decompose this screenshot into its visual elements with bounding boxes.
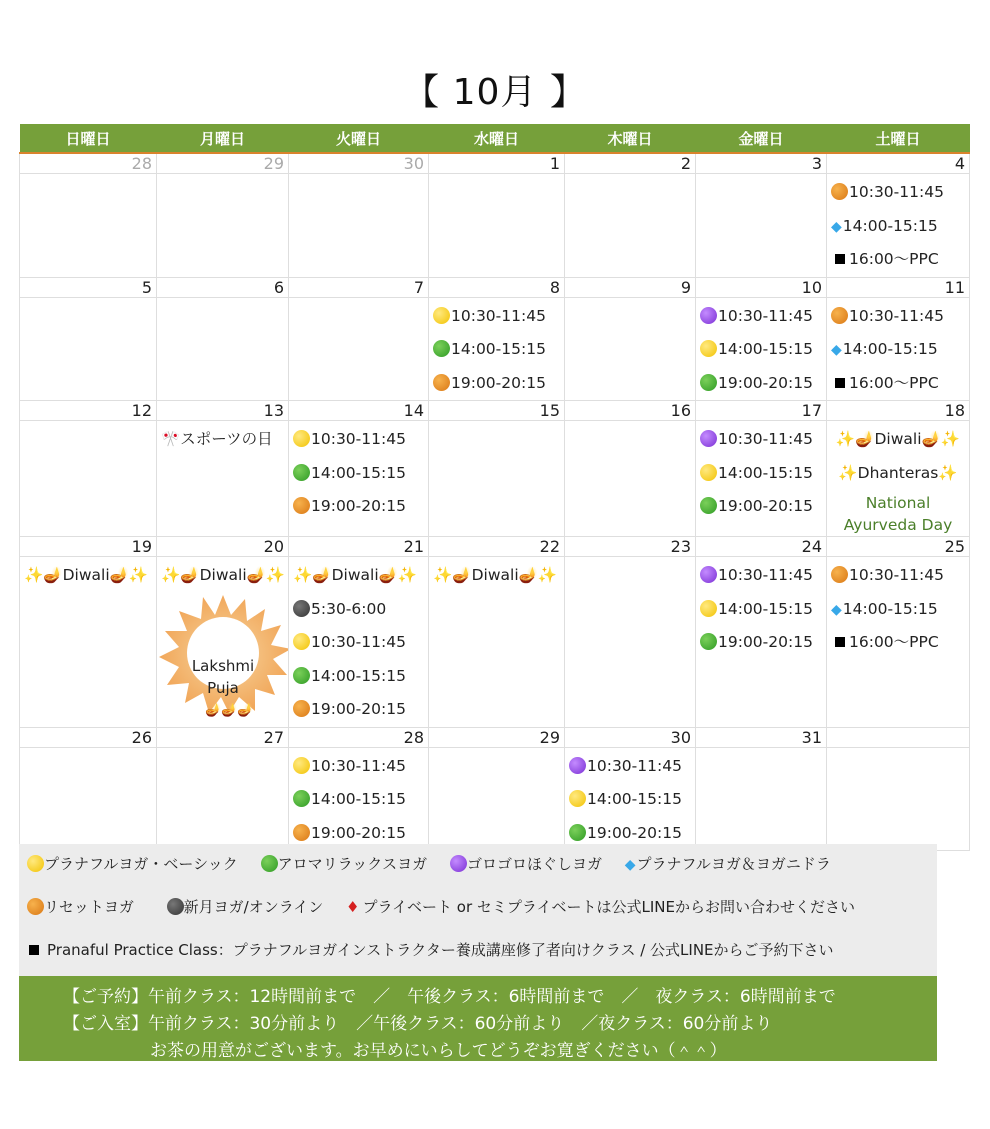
- purple-circle-icon: [700, 566, 717, 583]
- green-circle-icon: [433, 340, 450, 357]
- event-reset[interactable]: 10:30-11:45: [831, 559, 969, 593]
- date-cell[interactable]: 10: [696, 277, 827, 297]
- date-cell[interactable]: 27: [157, 727, 289, 747]
- legend-yoganidra: ◆プラナフルヨガ＆ヨガニドラ: [624, 855, 831, 873]
- diya-lamps-icon: 🪔🪔🪔: [205, 703, 254, 718]
- new-moon-icon: [293, 600, 310, 617]
- date-cell[interactable]: 19: [20, 537, 157, 557]
- date-cell[interactable]: 17: [696, 401, 827, 421]
- event-basic[interactable]: 10:30-11:45: [293, 423, 428, 457]
- yellow-circle-icon: [293, 430, 310, 447]
- orange-circle-icon: [293, 497, 310, 514]
- legend-aroma: アロマリラックスヨガ: [261, 853, 428, 874]
- event-basic[interactable]: 14:00-15:15: [700, 457, 826, 491]
- gem-icon: ◆: [831, 342, 842, 358]
- yellow-circle-icon: [433, 307, 450, 324]
- gem-icon: ◆: [831, 601, 842, 618]
- green-circle-icon: [293, 464, 310, 481]
- weekday-sat: 土曜日: [827, 124, 970, 153]
- date-cell[interactable]: 28: [20, 153, 157, 174]
- date-cell[interactable]: 30: [565, 727, 696, 747]
- weekday-tue: 火曜日: [289, 124, 429, 153]
- day-cell: [289, 747, 429, 851]
- day-cell: [157, 747, 289, 851]
- black-square-icon: [835, 378, 845, 388]
- yellow-circle-icon: [700, 340, 717, 357]
- booking-line-entry: 【ご入室】午前クラス：30分前より ／午後クラス：60分前より ／夜クラス：60分前より: [63, 1014, 773, 1034]
- booking-info: [19, 976, 937, 1061]
- week-4-events: [20, 557, 970, 728]
- date-cell[interactable]: 28: [289, 727, 429, 747]
- date-cell[interactable]: 29: [429, 727, 565, 747]
- page-title: 【 10月 】: [403, 72, 587, 113]
- weekday-wed: 水曜日: [429, 124, 565, 153]
- day-cell: [289, 557, 429, 728]
- event-aroma[interactable]: 14:00-15:15: [293, 457, 428, 491]
- event-dhanteras: ✨Dhanteras✨: [838, 463, 958, 482]
- event-national-ayurveda-day: National Ayurveda Day: [843, 494, 953, 534]
- legend-row-3: [27, 939, 834, 960]
- event-aroma[interactable]: 19:00-20:15: [569, 817, 695, 851]
- yellow-circle-icon: [700, 464, 717, 481]
- date-cell[interactable]: 14: [289, 401, 429, 421]
- day-cell: [827, 297, 970, 401]
- event-aroma[interactable]: 14:00-15:15: [293, 783, 428, 817]
- date-cell[interactable]: 7: [289, 277, 429, 297]
- orange-circle-icon: [27, 898, 44, 915]
- purple-circle-icon: [450, 855, 467, 872]
- event-reset[interactable]: 10:30-11:45: [831, 300, 969, 334]
- day-cell: [827, 174, 970, 278]
- weekday-mon: 月曜日: [157, 124, 289, 153]
- date-cell[interactable]: 21: [289, 537, 429, 557]
- day-cell: [429, 174, 565, 278]
- day-cell: [565, 421, 696, 537]
- day-cell: [827, 421, 970, 537]
- day-cell: [696, 297, 827, 401]
- legend-row-1: [27, 853, 849, 874]
- date-cell[interactable]: 4: [827, 153, 970, 174]
- green-circle-icon: [293, 667, 310, 684]
- gem-icon: ◆: [831, 218, 842, 235]
- red-diamond-icon: ♦: [346, 898, 360, 916]
- legend-row-2: [27, 896, 873, 917]
- event-aroma[interactable]: 19:00-20:15: [700, 367, 826, 401]
- legend-newmoon: 新月ヨガ/オンライン: [167, 896, 324, 917]
- day-cell: [565, 174, 696, 278]
- event-basic[interactable]: 10:30-11:45: [293, 750, 428, 784]
- legend: [19, 844, 937, 976]
- day-cell: [565, 557, 696, 728]
- day-cell: [289, 297, 429, 401]
- day-cell: [696, 421, 827, 537]
- orange-circle-icon: [831, 307, 848, 324]
- yellow-circle-icon: [293, 757, 310, 774]
- event-yoganidra[interactable]: ◆14:00-15:15: [831, 340, 938, 358]
- day-cell: [157, 297, 289, 401]
- date-cell[interactable]: 31: [696, 727, 827, 747]
- day-cell: [696, 174, 827, 278]
- black-square-icon: [29, 945, 39, 955]
- date-cell[interactable]: 8: [429, 277, 565, 297]
- week-5-dates: [20, 727, 970, 747]
- date-cell[interactable]: 20: [157, 537, 289, 557]
- date-cell[interactable]: 2: [565, 153, 696, 174]
- week-3-events: [20, 421, 970, 537]
- date-cell[interactable]: 25: [827, 537, 970, 557]
- day-cell: [289, 421, 429, 537]
- event-reset[interactable]: 19:00-20:15: [293, 817, 428, 851]
- day-cell: [696, 557, 827, 728]
- event-reset[interactable]: 19:00-20:15: [433, 367, 564, 401]
- date-cell[interactable]: 15: [429, 401, 565, 421]
- day-cell: [429, 421, 565, 537]
- new-moon-icon: [167, 898, 184, 915]
- event-ppc[interactable]: 16:00〜PPC: [831, 626, 969, 660]
- booking-line-tea: お茶の用意がございます。お早めにいらしてどうぞお寛ぎください（＾＾）: [150, 1041, 727, 1061]
- day-cell: [20, 557, 157, 728]
- event-yoganidra[interactable]: ◆14:00-15:15: [831, 216, 938, 235]
- event-sports-day: 🎌スポーツの日: [161, 430, 273, 448]
- purple-circle-icon: [569, 757, 586, 774]
- event-diwali: ✨🪔Diwali🪔✨: [24, 566, 149, 584]
- day-cell: [565, 297, 696, 401]
- date-cell[interactable]: 30: [289, 153, 429, 174]
- orange-circle-icon: [433, 374, 450, 391]
- black-square-icon: [835, 254, 845, 264]
- day-cell: [696, 747, 827, 851]
- date-cell[interactable]: 13: [157, 401, 289, 421]
- event-diwali: ✨🪔Diwali🪔✨: [835, 430, 961, 448]
- day-cell: [20, 747, 157, 851]
- date-cell[interactable]: 11: [827, 277, 970, 297]
- event-diwali: ✨🪔Diwali🪔✨: [293, 566, 418, 584]
- date-cell[interactable]: 6: [157, 277, 289, 297]
- date-cell[interactable]: 22: [429, 537, 565, 557]
- week-1-dates: [20, 153, 970, 174]
- green-circle-icon: [293, 790, 310, 807]
- calendar-grid: [19, 124, 970, 851]
- event-diwali: ✨🪔Diwali🪔✨: [161, 566, 286, 584]
- day-cell: [157, 557, 289, 728]
- green-circle-icon: [700, 497, 717, 514]
- green-circle-icon: [700, 374, 717, 391]
- date-cell[interactable]: 24: [696, 537, 827, 557]
- lakshmi-puja-label: Lakshmi Puja: [191, 657, 255, 697]
- event-yoganidra[interactable]: ◆14:00-15:15: [831, 599, 938, 618]
- day-cell: [429, 297, 565, 401]
- date-cell[interactable]: 23: [565, 537, 696, 557]
- date-cell[interactable]: 16: [565, 401, 696, 421]
- purple-circle-icon: [700, 430, 717, 447]
- event-gorogoro[interactable]: 10:30-11:45: [700, 423, 826, 457]
- day-cell: [157, 421, 289, 537]
- yellow-circle-icon: [700, 600, 717, 617]
- day-cell: [429, 747, 565, 851]
- week-2-events: [20, 297, 970, 401]
- yellow-circle-icon: [293, 633, 310, 650]
- weekday-sun: 日曜日: [20, 124, 157, 153]
- event-basic[interactable]: 10:30-11:45: [293, 626, 428, 660]
- event-reset[interactable]: 19:00-20:15: [293, 490, 428, 524]
- orange-circle-icon: [293, 824, 310, 841]
- booking-line-reservation: 【ご予約】午前クラス：12時間前まで ／ 午後クラス：6時間前まで ／ 夜クラス：6時間前まで: [63, 987, 836, 1007]
- day-cell: [827, 557, 970, 728]
- event-aroma[interactable]: 14:00-15:15: [293, 660, 428, 694]
- legend-ppc: Pranaful Practice Class：プラナフルヨガインストラクター養成講座修了者向けクラス / 公式LINEからご予約下さい: [47, 941, 834, 959]
- legend-private: ♦ プライベート or セミプライベートは公式LINEからお問い合わせください: [346, 898, 855, 916]
- event-basic[interactable]: 14:00-15:15: [700, 593, 826, 627]
- day-cell: [565, 747, 696, 851]
- orange-circle-icon: [831, 183, 848, 200]
- date-cell[interactable]: 1: [429, 153, 565, 174]
- day-cell: [429, 557, 565, 728]
- day-cell: [20, 421, 157, 537]
- weekday-header-row: [20, 124, 970, 153]
- date-cell[interactable]: 3: [696, 153, 827, 174]
- weekday-fri: 金曜日: [696, 124, 827, 153]
- orange-circle-icon: [293, 700, 310, 717]
- date-cell[interactable]: 5: [20, 277, 157, 297]
- week-1-events: [20, 174, 970, 278]
- event-newmoon[interactable]: 5:30-6:00: [293, 593, 428, 627]
- date-cell[interactable]: 29: [157, 153, 289, 174]
- week-4-dates: [20, 537, 970, 557]
- day-cell: [157, 174, 289, 278]
- date-cell[interactable]: 18: [827, 401, 970, 421]
- week-2-dates: [20, 277, 970, 297]
- lakshmi-puja-sun: [157, 595, 289, 718]
- green-circle-icon: [261, 855, 278, 872]
- event-aroma[interactable]: 19:00-20:15: [700, 626, 826, 660]
- event-aroma[interactable]: 19:00-20:15: [700, 490, 826, 524]
- event-reset[interactable]: 10:30-11:45: [831, 176, 969, 210]
- event-basic[interactable]: 14:00-15:15: [700, 333, 826, 367]
- date-cell[interactable]: 9: [565, 277, 696, 297]
- event-diwali: ✨🪔Diwali🪔✨: [433, 566, 558, 584]
- purple-circle-icon: [700, 307, 717, 324]
- day-cell: [289, 174, 429, 278]
- yellow-circle-icon: [27, 855, 44, 872]
- day-cell: [20, 174, 157, 278]
- green-circle-icon: [700, 633, 717, 650]
- date-cell: [827, 727, 970, 747]
- event-basic[interactable]: 14:00-15:15: [569, 783, 695, 817]
- orange-circle-icon: [831, 566, 848, 583]
- black-square-icon: [835, 637, 845, 647]
- yellow-circle-icon: [569, 790, 586, 807]
- event-gorogoro[interactable]: 10:30-11:45: [700, 300, 826, 334]
- legend-reset: リセットヨガ: [27, 896, 134, 917]
- event-reset[interactable]: 19:00-20:15: [293, 693, 428, 727]
- weekday-thu: 木曜日: [565, 124, 696, 153]
- event-gorogoro[interactable]: 10:30-11:45: [700, 559, 826, 593]
- event-ppc[interactable]: 16:00〜PPC: [831, 367, 969, 401]
- day-cell: [20, 297, 157, 401]
- legend-basic: プラナフルヨガ・ベーシック: [27, 853, 238, 874]
- date-cell[interactable]: 26: [20, 727, 157, 747]
- event-basic[interactable]: 10:30-11:45: [433, 300, 564, 334]
- gem-icon: ◆: [624, 857, 636, 873]
- event-ppc[interactable]: 16:00〜PPC: [831, 243, 969, 277]
- date-cell[interactable]: 12: [20, 401, 157, 421]
- week-3-dates: [20, 401, 970, 421]
- event-aroma[interactable]: 14:00-15:15: [433, 333, 564, 367]
- green-circle-icon: [569, 824, 586, 841]
- week-5-events: [20, 747, 970, 851]
- event-gorogoro[interactable]: 10:30-11:45: [569, 750, 695, 784]
- day-cell: [827, 747, 970, 851]
- legend-gorogoro: ゴロゴロほぐしヨガ: [450, 853, 602, 874]
